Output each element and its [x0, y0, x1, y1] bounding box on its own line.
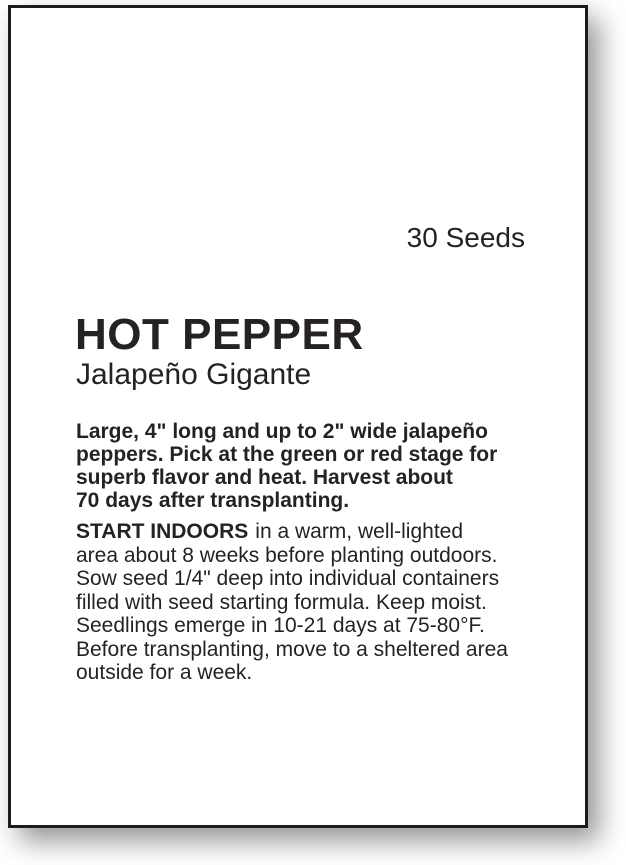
instructions-line: Seedlings emerge in 10-21 days at 75-80°F.: [76, 614, 485, 637]
description-line: 70 days after transplanting.: [76, 489, 350, 512]
instructions-paragraph: [76, 520, 508, 685]
description-line: Large, 4" long and up to 2" wide jalapeño: [76, 420, 488, 443]
seed-packet-label: [8, 5, 588, 828]
instructions-line: filled with seed starting formula. Keep moist.: [76, 590, 487, 614]
start-indoors-label: START INDOORS: [76, 520, 249, 543]
instructions-line: outside for a week.: [76, 661, 253, 684]
instructions-line: Before transplanting, move to a sheltered area: [76, 637, 508, 661]
variety-name: Jalapeño Gigante: [76, 358, 312, 391]
packet-title: HOT PEPPER: [75, 310, 364, 359]
instructions-line-rest: in a warm, well-lighted: [255, 520, 464, 543]
description-paragraph: [76, 420, 497, 512]
description-line: superb flavor and heat. Harvest about: [76, 466, 453, 489]
instructions-line: Sow seed 1/4" deep into individual containers: [76, 567, 500, 590]
instructions-line: [76, 520, 508, 544]
seed-count: 30 Seeds: [406, 222, 525, 253]
description-line: peppers. Pick at the green or red stage for: [76, 443, 498, 466]
instructions-line: area about 8 weeks before planting outdoors.: [76, 543, 498, 567]
